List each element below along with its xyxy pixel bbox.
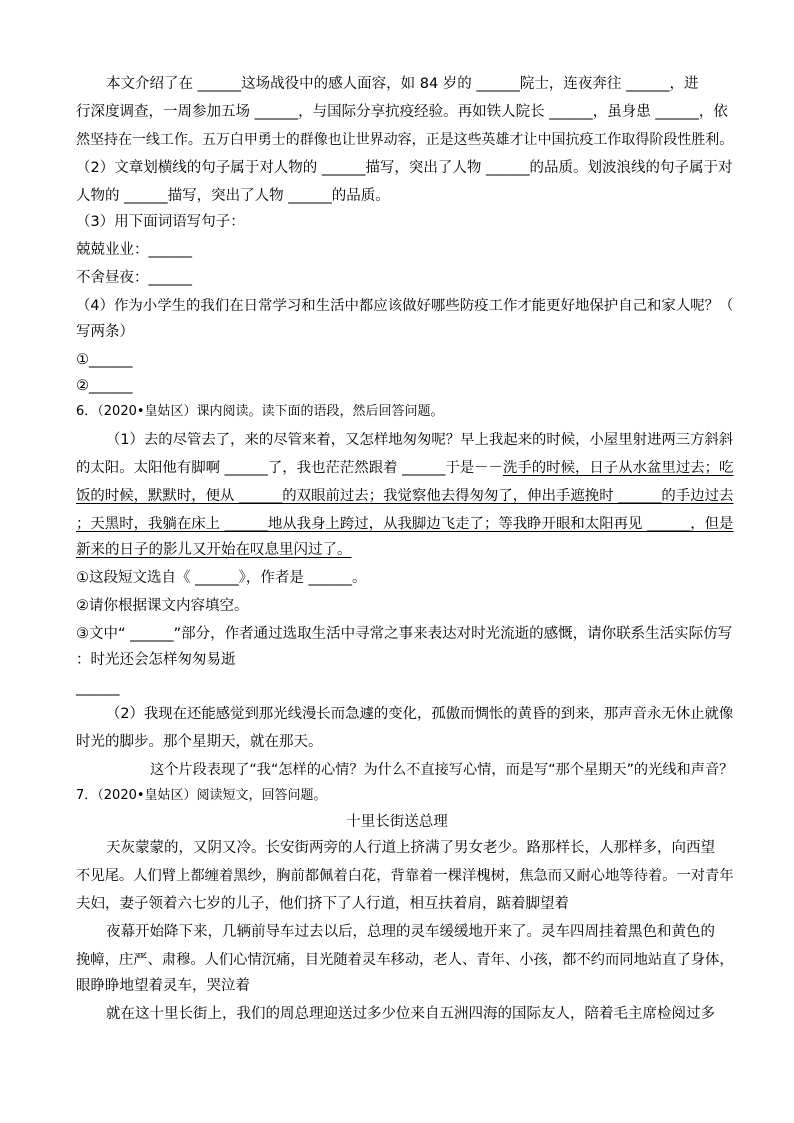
text-line: 写两条） <box>76 324 134 340</box>
text-line: 就在这十里长街上，我们的周总理迎送过多少位来自五洲四海的国际友人，陪着毛主席检阅过多 <box>106 1006 715 1022</box>
text-line: 挽幛，庄严、肃穆。人们心情沉痛，目光随着灵车移动，老人、青年、小孩，都不约而同地站直了身体， <box>76 952 734 968</box>
text-line: 人物的 ______描写，突出了人物 ______的品质。 <box>76 188 390 204</box>
text-line: 兢兢业业：______ <box>76 242 192 258</box>
text-line: 行深度调查，一周参加五场 ______，与国际分享抗疫经验。再如铁人院长 ______，虽身患 ______，依 <box>76 104 728 120</box>
text-line: 眼睁睁地望着灵车，哭泣着 <box>76 978 250 994</box>
text-line: ②请你根据课文内容填空。 <box>76 598 249 614</box>
text-line: 然坚持在一线工作。五万白甲勇士的群像也让世界动容，正是这些英雄才让中国抗疫工作取得阶段性胜利。 <box>76 132 734 148</box>
passage-title: 十里长街送总理 <box>346 814 448 830</box>
text-line: ：时光还会怎样匆匆易逝 <box>76 652 236 668</box>
text-line: ③文中“ ______”部分，作者通过选取生活中寻常之事来表达对时光流逝的感慨，请你联系生活实际仿写 <box>76 626 733 642</box>
underlined-text: 洗手的时候，日子从水盆里过去；吃 <box>502 460 734 476</box>
text-line: 时光的脚步。那个星期天，就在那天。 <box>76 734 323 750</box>
text-line: 夫妇，妻子领着六七岁的儿子，他们挤下了人行道，相互扶着肩，踮着脚望着 <box>76 896 569 912</box>
text-span: 的太阳。太阳他有脚啊 ______了，我也茫茫然跟着 ______于是－－ <box>76 460 503 476</box>
text-line: （1）去的尽管去了，来的尽管来着，又怎样地匆匆呢？早上我起来的时候，小屋里射进两三方斜斜 <box>106 432 734 448</box>
underlined-line: 饭的时候，默默时，便从 ______的双眼前过去；我觉察他去得匆匆了，伸出手遮挽时 ______的手边过去 <box>76 488 734 504</box>
text-line: 夜幕开始降下来，几辆前导车过去以后，总理的灵车缓缓地开来了。灵车四周挂着黑色和黄色的 <box>106 924 715 940</box>
question-heading: 7．（2020•皇姑区）阅读短文，回答问题。 <box>76 788 327 803</box>
underlined-line: 新来的日子的影儿又开始在叹息里闪过了。 <box>76 542 352 558</box>
text-line: （2）我现在还能感觉到那光线漫长而急遽的变化，孤傲而惆怅的黄昏的到来，那声音永无休止就像 <box>106 706 734 722</box>
underlined-line: ；天黑时，我躺在床上 ______地从我身上跨过，从我脚边飞走了；等我睁开眼和太阳再见 ______，但是 <box>76 516 734 532</box>
text-line: 这个片段表现了“我“怎样的心情？为什么不直接写心情，而是写“那个星期天”的光线和声音？ <box>150 762 734 778</box>
text-line <box>76 458 733 478</box>
text-line: 不见尾。人们臂上都缠着黑纱，胸前都佩着白花，背靠着一棵洋槐树，焦急而又耐心地等待着。一对青年 <box>76 868 734 884</box>
text-line: 本文介绍了在 ______这场战役中的感人面容，如 84 岁的 ______院士，连夜奔往 ______，进 <box>106 76 699 92</box>
text-line: ②______ <box>76 378 133 394</box>
question-heading: 6．（2020•皇姑区）课内阅读。读下面的语段，然后回答问题。 <box>76 404 444 419</box>
text-line: ______ <box>76 680 120 696</box>
text-line: 不舍昼夜：______ <box>76 270 192 286</box>
text-line: （2）文章划横线的句子属于对人物的 ______描写，突出了人物 ______的品质。划波浪线的句子属于对 <box>76 160 733 176</box>
text-line: 天灰蒙蒙的，又阴又冷。长安街两旁的人行道上挤满了男女老少。路那样长，人那样多，向西望 <box>106 840 715 856</box>
text-line: （4）作为小学生的我们在日常学习和生活中都应该做好哪些防疫工作才能更好地保护自己和家人呢？（ <box>76 298 734 314</box>
text-line: ①这段短文选自《 ______》，作者是 ______。 <box>76 570 367 586</box>
text-line: （3）用下面词语写句子： <box>76 214 245 230</box>
text-line: ①______ <box>76 352 133 368</box>
